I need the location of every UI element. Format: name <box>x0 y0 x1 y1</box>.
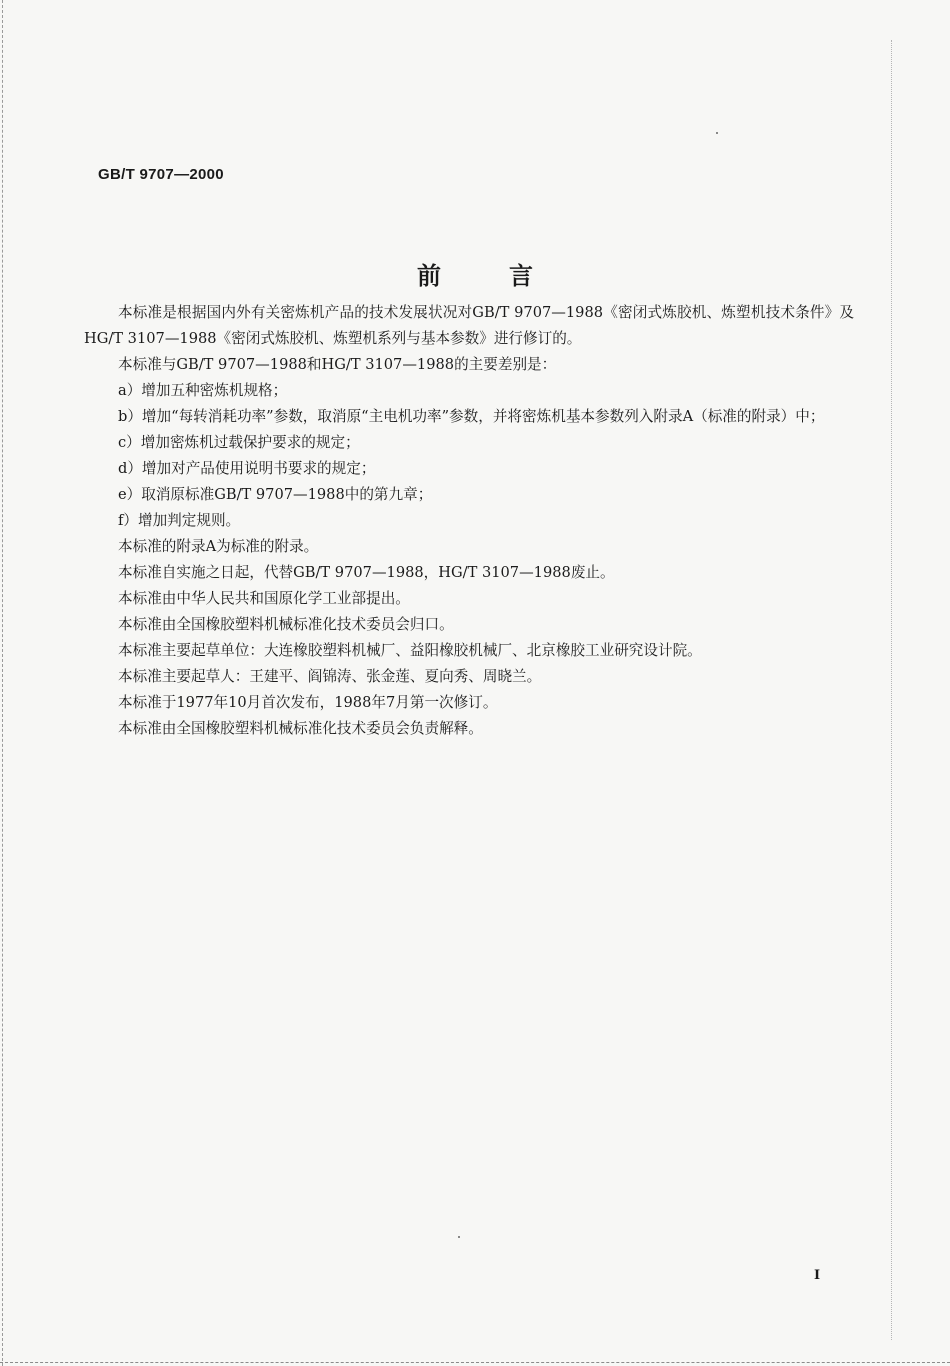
paragraph-drafters: 本标准主要起草人：王建平、阎锦涛、张金莲、夏向秀、周晓兰。 <box>118 668 542 685</box>
paragraph-replaces: 本标准自实施之日起，代替GB/T 9707—1988，HG/T 3107—1988废止。 <box>118 564 615 581</box>
scan-edge-left <box>2 0 3 1366</box>
paragraph-centralized-by: 本标准由全国橡胶塑料机械标准化技术委员会归口。 <box>118 616 454 633</box>
paragraph-appendix: 本标准的附录A为标准的附录。 <box>118 538 319 555</box>
scan-speck <box>458 1236 460 1238</box>
standard-code: GB/T 9707—2000 <box>98 166 224 183</box>
list-item-d: d）增加对产品使用说明书要求的规定； <box>118 460 376 477</box>
foreword-body <box>84 300 854 742</box>
list-item-c: c）增加密炼机过载保护要求的规定； <box>118 434 360 451</box>
scan-edge-bottom <box>0 1362 950 1363</box>
list-item-a: a）增加五种密炼机规格； <box>118 382 288 399</box>
paragraph-history: 本标准于1977年10月首次发布，1988年7月第一次修订。 <box>118 694 498 711</box>
paragraph-drafting-units: 本标准主要起草单位：大连橡胶塑料机械厂、益阳橡胶机械厂、北京橡胶工业研究设计院。 <box>118 642 702 659</box>
paragraph-proposed-by: 本标准由中华人民共和国原化学工业部提出。 <box>118 590 410 607</box>
list-item-b: b）增加“每转消耗功率”参数，取消原“主电机功率”参数，并将密炼机基本参数列入附录A（标准的附录）中； <box>118 408 825 425</box>
page-number: I <box>814 1268 821 1283</box>
paragraph-differences: 本标准与GB/T 9707—1988和HG/T 3107—1988的主要差别是： <box>118 356 557 373</box>
list-item-f: f）增加判定规则。 <box>118 512 241 529</box>
list-item-e: e）取消原标准GB/T 9707—1988中的第九章； <box>118 486 433 503</box>
section-title: 前言 <box>417 262 601 291</box>
paragraph-intro: 本标准是根据国内外有关密炼机产品的技术发展状况对GB/T 9707—1988《密闭式炼胶机、炼塑机技术条件》及HG/T 3107—1988《密闭式炼胶机、炼塑机系列与基本参数》进行修订的。 <box>84 304 854 347</box>
paragraph-interpretation: 本标准由全国橡胶塑料机械标准化技术委员会负责解释。 <box>118 720 483 737</box>
scan-edge-right <box>891 40 892 1340</box>
scan-speck <box>716 132 718 134</box>
